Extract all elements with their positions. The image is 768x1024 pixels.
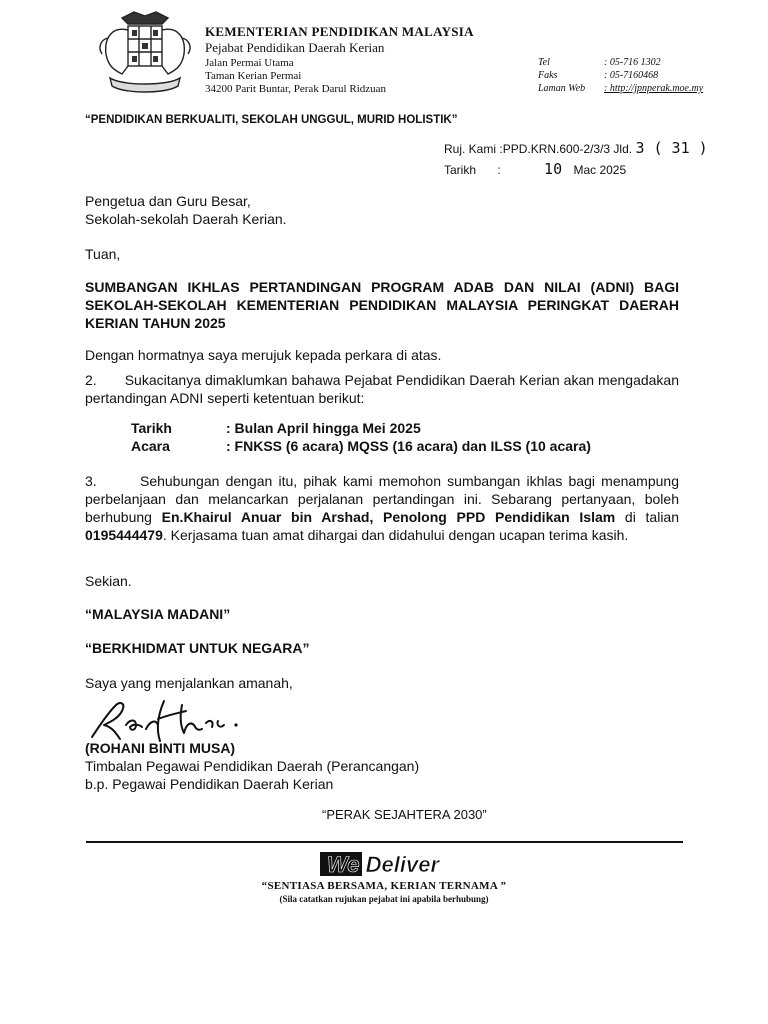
- slogan-malaysia-madani: “MALAYSIA MADANI”: [85, 606, 231, 622]
- paragraph-3: [85, 472, 679, 544]
- address-line: Taman Kerian Permai: [205, 70, 302, 82]
- date-day-handwritten: 10: [544, 160, 563, 178]
- handwritten-signature: [86, 695, 251, 745]
- date-month-year: Mac 2025: [573, 163, 627, 177]
- we-deliver-logo-text: We Deliver: [326, 852, 440, 877]
- footer-slogan: “SENTIASA BERSAMA, KERIAN TERNAMA ”: [261, 880, 507, 892]
- signatory-on-behalf: b.p. Pegawai Pendidikan Daerah Kerian: [85, 776, 334, 792]
- date-separator: :: [497, 163, 501, 177]
- office-name: Pejabat Pendidikan Daerah Kerian: [205, 40, 385, 55]
- contact-phone: 0195444479: [85, 527, 163, 543]
- ministry-name: KEMENTERIAN PENDIDIKAN MALAYSIA: [205, 24, 474, 39]
- trust-line: Saya yang menjalankan amanah,: [85, 675, 293, 691]
- footer-note: (Sila catatkan rujukan pejabat ini apabila berhubung): [279, 894, 489, 904]
- address-line: 34200 Parit Buntar, Perak Darul Ridzuan: [205, 83, 387, 95]
- contact-person: En.Khairul Anuar bin Arshad, Penolong PPD Pendidikan Islam: [161, 509, 616, 525]
- reference-handwritten: 3 ( 31 ): [635, 139, 708, 157]
- recipient-line: Pengetua dan Guru Besar,: [85, 193, 251, 209]
- contact-label-fax: Faks: [538, 70, 558, 81]
- signatory-title: Timbalan Pegawai Pendidikan Daerah (Perancangan): [85, 758, 420, 774]
- address-line: Jalan Permai Utama: [205, 57, 294, 69]
- event-detail-value: : FNKSS (6 acara) MQSS (16 acara) dan ILSS (10 acara): [226, 438, 591, 454]
- event-detail-value: : Bulan April hingga Mei 2025: [226, 420, 421, 436]
- intro-paragraph: Dengan hormatnya saya merujuk kepada perkara di atas.: [85, 347, 442, 363]
- footer-divider: [86, 841, 683, 843]
- event-detail-label: Acara: [131, 438, 170, 454]
- date-label: Tarikh: [444, 163, 477, 177]
- education-motto: “PENDIDIKAN BERKUALITI, SEKOLAH UNGGUL, MURID HOLISTIK”: [85, 114, 458, 126]
- event-detail-row: [131, 438, 591, 454]
- closing: Sekian.: [85, 573, 132, 589]
- contact-value-tel: : 05-716 1302: [604, 57, 661, 68]
- event-detail-label: Tarikh: [131, 420, 172, 436]
- reference-line: [444, 139, 708, 157]
- slogan-berkhidmat: “BERKHIDMAT UNTUK NEGARA”: [85, 640, 310, 656]
- perak-slogan: “PERAK SEJAHTERA 2030”: [322, 807, 487, 822]
- event-detail-row: [131, 420, 421, 436]
- contact-label-web: Laman Web: [538, 83, 586, 94]
- paragraph-2: 2. Sukacitanya dimaklumkan bahawa Pejabat Pendidikan Daerah Kerian akan mengadakan pertandingan ADNI seperti ketentuan berikut:: [85, 372, 679, 406]
- letter-subject: SUMBANGAN IKHLAS PERTANDINGAN PROGRAM ADAB DAN NILAI (ADNI) BAGI SEKOLAH-SEKOLAH KEMENTERIAN PENDIDIKAN MALAYSIA PERINGKAT DAERAH KERIAN TAHUN 2025: [85, 279, 679, 331]
- reference-value: :PPD.KRN.600-2/3/3 Jld.: [499, 142, 633, 156]
- we-deliver-logo: [318, 848, 448, 878]
- contact-value-web: : http://jpnperak.moe.my: [604, 83, 704, 94]
- recipient-line: Sekolah-sekolah Daerah Kerian.: [85, 211, 287, 227]
- salutation: Tuan,: [85, 246, 121, 262]
- contact-value-fax: : 05-7160468: [604, 70, 659, 81]
- date-line: [444, 160, 626, 178]
- paragraph-3-text: . Kerjasama tuan amat dihargai dan didahului dengan ucapan terima kasih.: [162, 527, 629, 543]
- reference-label: Ruj. Kami: [444, 142, 497, 156]
- paragraph-3-text: di talian: [615, 509, 680, 525]
- paragraph-3-text: 3. Sehubungan dengan itu, pihak kami memohon sumbangan ikhlas bagi menampung perbelanjaan dan melancarkan perjalanan pertandingan ini. Sebarang pertanyaan, boleh berhubung: [85, 473, 679, 525]
- signatory-name: (ROHANI BINTI MUSA): [85, 740, 236, 756]
- contact-label-tel: Tel: [538, 57, 550, 68]
- malaysia-coat-of-arms-icon: [92, 8, 198, 98]
